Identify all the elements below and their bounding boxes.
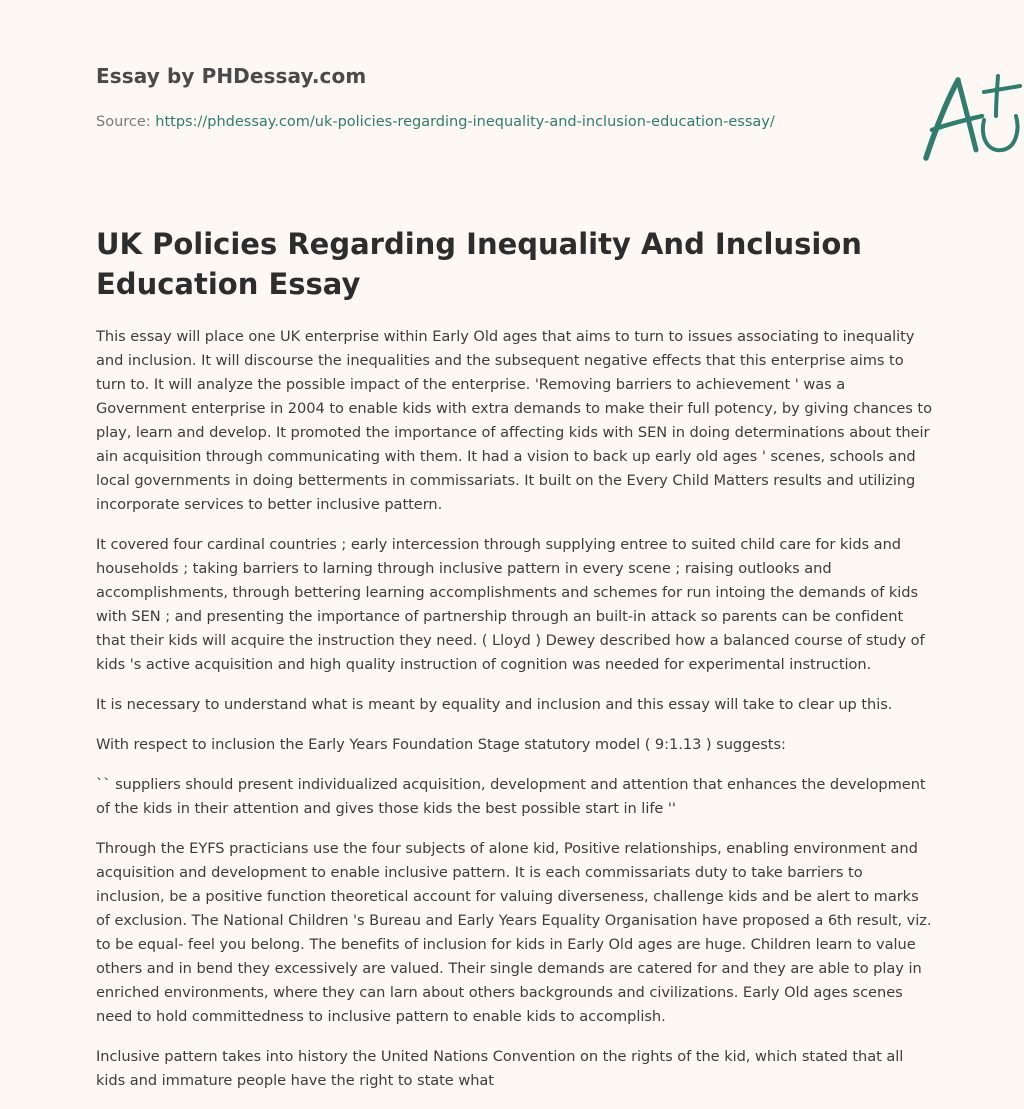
essay-paragraph: Inclusive pattern takes into history the United Nations Convention on the rights of the kid, which stated that all kids and immature people have the right to state what xyxy=(96,1048,904,1089)
essay-paragraph: Through the EYFS practicians use the four subjects of alone kid, Positive relationships, enabling environment and acquisition and development to enable inclusive pattern. It is each commissariats duty to take barriers to inclusion, be a positive function theoretical account for valuing diverseness, challenge kids and be alert to marks of exclusion. The National Children 's Bureau and Early Years Equality Organisation have proposed a 6th result, viz. to be equal- feel you belong. The benefits of inclusion for kids in Early Old ages are huge. Children learn to value others and in bend they excessively are valued. Their single demands are catered for and they are able to play in enriched environments, where they can larn about others backgrounds and civilizations. Early Old ages scenes need to hold committedness to inclusive pattern to enable kids to accomplish. xyxy=(96,840,932,1025)
essay-paragraph: It covered four cardinal countries ; early intercession through supplying entree to suited child care for kids and households ; taking barriers to larning through inclusive pattern in every scene ; raising outlooks and accomplishments, through bettering learning accomplishments and schemes for run intoing the demands of kids with SEN ; and presenting the importance of partnership through an built-in attack so parents can be confident that their kids will acquire the instruction they need. ( Lloyd ) Dewey described how a balanced course of study of kids 's active acquisition and high quality instruction of cognition was needed for experimental instruction. xyxy=(96,536,925,673)
essay-paragraph: It is necessary to understand what is meant by equality and inclusion and this essay will take to clear up this. xyxy=(96,696,893,713)
a-plus-logo-icon xyxy=(918,68,1024,166)
site-brand: Essay by PHDessay.com xyxy=(96,64,367,88)
source-link[interactable]: https://phdessay.com/uk-policies-regarding-inequality-and-inclusion-education-essay/ xyxy=(155,114,775,130)
source-line xyxy=(96,110,776,134)
source-label: Source: xyxy=(96,114,156,130)
essay-paragraph: This essay will place one UK enterprise within Early Old ages that aims to turn to issues associating to inequality and inclusion. It will discourse the inequalities and the subsequent negative effects that this enterprise aims to turn to. It will analyze the possible impact of the enterprise. 'Removing barriers to achievement ' was a Government enterprise in 2004 to enable kids with extra demands to make their full potency, by giving chances to play, learn and develop. It promoted the importance of affecting kids with SEN in doing determinations about their ain acquisition through communicating with them. It had a vision to back up early old ages ' scenes, schools and local governments in doing betterments in commissariats. It built on the Every Child Matters results and utilizing incorporate services to better inclusive pattern. xyxy=(96,328,932,513)
essay-quote: `` suppliers should present individualized acquisition, development and attention that enhances the development of the kids in their attention and gives those kids the best possible start in life '' xyxy=(96,776,926,817)
essay-title: UK Policies Regarding Inequality And Inclusion Education Essay xyxy=(96,227,862,301)
essay-body xyxy=(96,325,932,1109)
essay-paragraph: With respect to inclusion the Early Years Foundation Stage statutory model ( 9:1.13 ) suggests: xyxy=(96,736,786,753)
